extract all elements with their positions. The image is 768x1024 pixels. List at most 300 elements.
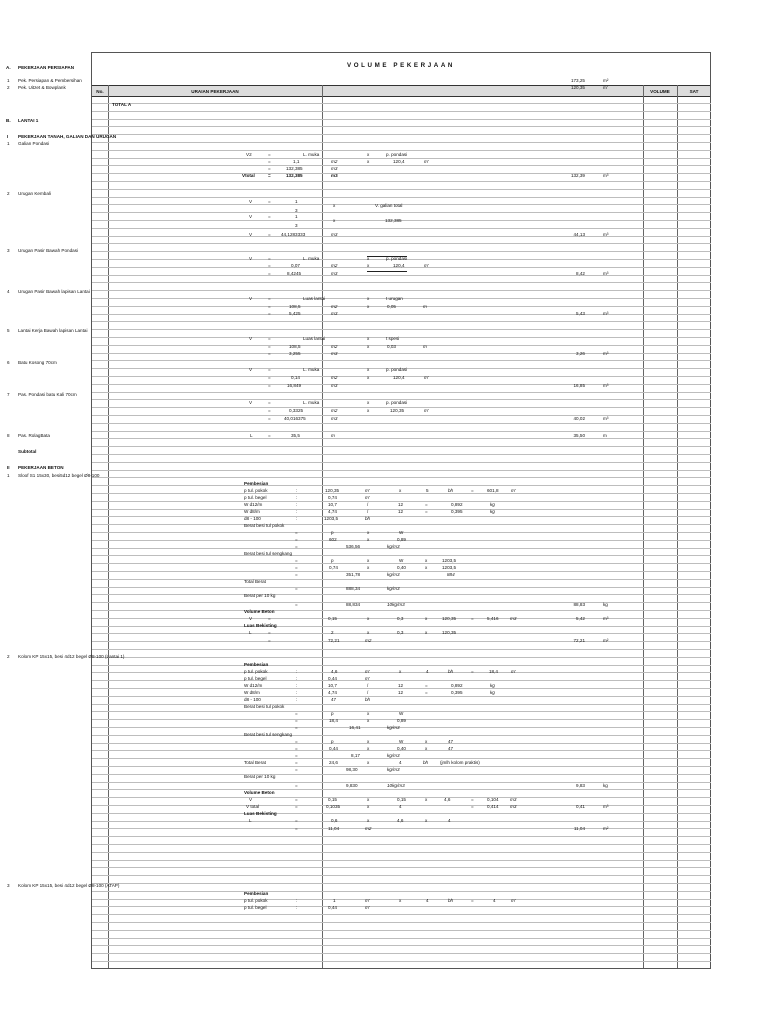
volume-sheet: [6, 52, 711, 969]
row-cell: m3: [331, 173, 338, 178]
row-cell: =: [471, 616, 474, 621]
row-cell-first: =: [295, 565, 298, 570]
row-cell: 120,35: [325, 488, 340, 493]
row-cell: m3: [510, 797, 517, 802]
row-cell: m: [603, 433, 607, 438]
row-cell: :: [296, 683, 298, 688]
row-cell: x: [367, 565, 370, 570]
row-cell-first: W d12/m: [244, 683, 263, 688]
row-cell: x: [367, 375, 370, 380]
row-cell-first: =: [268, 383, 271, 388]
row-cell: 47: [331, 697, 337, 702]
row-cell: x: [367, 797, 370, 802]
row-cell: 8,17: [351, 753, 360, 758]
row-cell-first: A.: [6, 65, 11, 70]
row-cell: Pek. Uitzet & Bowplank: [18, 85, 66, 90]
row-cell: =: [425, 683, 428, 688]
row-cell: =: [295, 804, 298, 809]
row-cell: 0,892: [451, 502, 463, 507]
row-cell: p. pondasi: [386, 400, 408, 405]
row-cell: m2: [331, 159, 338, 164]
row-cell: 120,35: [390, 408, 405, 413]
row-cell-first: =: [295, 558, 298, 563]
row-cell: 18,4: [329, 718, 338, 723]
row-cell: 72,21: [328, 638, 340, 643]
row-cell-first: =: [268, 304, 271, 309]
row-cell: m2: [331, 408, 338, 413]
row-cell: x: [367, 152, 370, 157]
row-cell-first: Berat per 10 kg: [244, 774, 276, 779]
row-cell: Pas. Pondasi batu Kali 70cm: [18, 392, 77, 397]
row-cell-first: =: [295, 753, 298, 758]
row-cell-first: 3: [295, 223, 298, 228]
row-cell: W: [399, 711, 404, 716]
row-cell: /: [367, 683, 369, 688]
row-cell-first: 3: [7, 883, 10, 888]
row-cell: 47: [448, 739, 454, 744]
row-cell: 5,416: [487, 616, 499, 621]
row-cell: 108,5: [289, 344, 301, 349]
row-cell-first: V: [249, 256, 253, 261]
row-cell: =: [295, 818, 298, 823]
row-cell-first: =: [268, 351, 271, 356]
row-cell: x: [367, 537, 370, 542]
row-cell-first: V total: [246, 804, 260, 809]
row-cell: m³: [603, 351, 609, 356]
row-cell: 16,849: [287, 383, 302, 388]
sheet-title: VOLUME PEKERJAAN: [347, 62, 455, 69]
row-cell: x: [367, 718, 370, 723]
row-cell: 0,89: [397, 537, 406, 542]
row-cell: :: [296, 669, 298, 674]
row-cell: m: [423, 344, 427, 349]
row-cell-first: Berat besi tul sengkang: [244, 732, 293, 737]
row-cell: 4: [399, 760, 402, 765]
row-cell: W: [399, 739, 404, 744]
row-cell: =: [268, 400, 271, 405]
row-cell: 88,83: [573, 602, 585, 607]
row-cell: p. pondasi: [386, 367, 408, 372]
row-cell-first: Subtotal: [18, 449, 37, 454]
row-cell: m3: [331, 232, 338, 237]
row-cell: x: [399, 898, 402, 903]
row-cell-first: Pembesian: [244, 662, 269, 667]
row-cell: =: [295, 797, 298, 802]
row-cell-first: =: [268, 166, 271, 171]
row-cell: 11,04: [573, 826, 585, 831]
row-cell: =: [268, 433, 271, 438]
row-cell: m': [603, 85, 608, 90]
row-cell: m: [423, 304, 427, 309]
row-cell-first: V: [249, 616, 253, 621]
row-cell-first: =: [295, 530, 298, 535]
row-cell-first: =: [295, 739, 298, 744]
row-cell: 9,83: [576, 783, 585, 788]
row-cell: Luas lantai: [303, 336, 326, 341]
row-cell: 1: [295, 214, 298, 219]
row-cell-first: 8: [7, 433, 10, 438]
row-cell-first: d8 - 100: [244, 697, 261, 702]
row-cell: m³: [603, 311, 609, 316]
row-cell: kg: [490, 509, 495, 514]
row-cell-first: p tul. begel: [244, 676, 267, 681]
row-cell: 9,830: [346, 783, 358, 788]
row-cell: 4: [448, 818, 451, 823]
row-cell: 888,34: [346, 586, 361, 591]
row-cell: =: [471, 804, 474, 809]
row-cell: 0,395: [451, 509, 463, 514]
row-cell: 3,26: [576, 351, 585, 356]
row-cell-first: p tul. pokok: [244, 669, 268, 674]
row-cell: t urugan: [386, 296, 403, 301]
row-cell-first: 3: [295, 208, 298, 213]
row-cell: /: [367, 509, 369, 514]
row-cell-first: L: [249, 630, 252, 635]
row-cell: m2: [331, 375, 338, 380]
row-cell: 0,15: [397, 797, 406, 802]
row-cell: 1,1: [293, 159, 300, 164]
row-cell: 0,05: [387, 304, 396, 309]
row-cell: x: [399, 488, 402, 493]
row-cell: kg: [603, 783, 608, 788]
row-cell: x: [425, 558, 428, 563]
row-cell-first: =: [295, 537, 298, 542]
row-cell: 8,4245: [287, 271, 302, 276]
row-cell: =: [268, 616, 271, 621]
row-cell: LANTAI 1: [18, 118, 39, 123]
row-cell: m': [424, 375, 429, 380]
row-cell: Kolom KP 15x15, besi 4d12 begel Ø8-100 (ATAP): [18, 883, 120, 888]
row-cell: m2: [331, 344, 338, 349]
row-cell: 884: [447, 572, 455, 577]
row-cell-first: =: [268, 159, 271, 164]
row-cell: 10kg/m3: [387, 602, 405, 607]
row-cell-first: II: [7, 465, 10, 470]
row-cell: Kolom KP 15x15, besi 4d12 begel Ø8-100 (Lantai 1): [18, 654, 125, 659]
row-cell-first: =: [295, 826, 298, 831]
row-cell-first: 1: [7, 473, 10, 478]
row-cell: 0,03: [387, 344, 396, 349]
row-cell: /: [367, 690, 369, 695]
row-cell: =: [295, 760, 298, 765]
row-cell-first: L: [249, 818, 252, 823]
row-cell-first: =: [268, 344, 271, 349]
row-cell: x: [425, 616, 428, 621]
row-cell: 0,1035: [326, 804, 341, 809]
row-cell: 0,892: [451, 683, 463, 688]
row-cell: x: [367, 804, 370, 809]
row-cell: 44,1283333: [281, 232, 306, 237]
row-cell: bh: [448, 669, 454, 674]
row-cell-first: x: [333, 218, 336, 223]
row-cell: Urugan Pasir Bawah Pondasi: [18, 248, 79, 253]
row-cell: 35,50: [573, 433, 585, 438]
row-cell: m': [365, 898, 370, 903]
row-cell: 98,30: [346, 767, 358, 772]
row-cell: =: [268, 152, 271, 157]
row-cell-first: Pembesian: [244, 481, 269, 486]
row-cell: 44,13: [573, 232, 585, 237]
row-cell: 0,6: [331, 818, 338, 823]
row-cell: 5,42: [576, 616, 585, 621]
row-cell: x: [367, 296, 370, 301]
row-cell: 10,7: [328, 502, 337, 507]
row-cell-first: V2: [246, 152, 252, 157]
row-cell-first: =: [268, 311, 271, 316]
row-cell-first: Total Berat: [244, 760, 266, 765]
row-cell: 0,07: [291, 263, 300, 268]
row-cell-first: I: [7, 134, 9, 139]
row-cell: 1203,5: [442, 558, 457, 563]
row-cell-first: V: [249, 400, 253, 405]
row-cell: kg/m3: [387, 767, 400, 772]
row-cell: 40,016375: [284, 416, 306, 421]
row-cell: 0,74: [329, 565, 338, 570]
row-cell: 120,4: [393, 159, 405, 164]
row-cell: p: [331, 530, 334, 535]
row-cell: 8,42: [576, 271, 585, 276]
row-cell-first: 5: [7, 328, 10, 333]
row-cell-first: =: [295, 718, 298, 723]
row-cell: 4,6: [397, 818, 404, 823]
row-cell-first: Total Berat: [244, 579, 266, 584]
row-cell: 0,14: [291, 375, 300, 380]
row-cell: :: [296, 676, 298, 681]
row-cell: x: [367, 304, 370, 309]
row-cell: 4: [426, 669, 429, 674]
row-cell: x: [367, 408, 370, 413]
row-cell: bh: [448, 898, 454, 903]
row-cell: t spesi: [386, 336, 400, 341]
row-cell: m³: [603, 383, 609, 388]
row-cell: 108,5: [289, 304, 301, 309]
row-cell: Pek. Persiapan & Pembersihan: [18, 78, 82, 83]
row-cell: 10kg/m3: [387, 783, 405, 788]
row-cell: x: [367, 818, 370, 823]
row-cell: m': [511, 488, 516, 493]
row-cell: :: [296, 697, 298, 702]
row-cell-first: Volume Beton: [244, 609, 275, 614]
row-cell: =: [425, 509, 428, 514]
row-cell: Urugan Kembali: [18, 191, 51, 196]
row-cell: m': [365, 676, 370, 681]
table-body: [1, 53, 619, 968]
row-cell: 18,4: [489, 669, 498, 674]
row-cell: 4,6: [444, 797, 451, 802]
row-cell: L: [250, 433, 253, 438]
row-cell: =: [471, 898, 474, 903]
row-cell: 132,385: [286, 173, 303, 178]
row-cell: kg/m3: [387, 544, 400, 549]
row-cell: =: [268, 232, 271, 237]
row-cell: =: [268, 256, 271, 261]
row-cell: 132,385: [385, 218, 402, 223]
row-cell: Batu Kosong 70cm: [18, 360, 57, 365]
row-cell: 4,6: [331, 669, 338, 674]
row-cell: m²: [603, 78, 609, 83]
row-cell: m³: [603, 804, 609, 809]
row-cell: 16,41: [349, 725, 361, 730]
row-cell: kg: [603, 602, 608, 607]
row-cell-first: 2: [7, 85, 10, 90]
row-cell: 0,414: [487, 804, 499, 809]
row-cell: m': [365, 669, 370, 674]
row-cell-first: d8 - 100: [244, 516, 261, 521]
row-cell: x: [367, 159, 370, 164]
row-cell: m³: [603, 616, 609, 621]
row-cell: x: [367, 558, 370, 563]
row-cell-first: =: [295, 725, 298, 730]
row-cell: 602: [329, 537, 337, 542]
row-cell: :: [296, 509, 298, 514]
row-cell: x: [367, 336, 370, 341]
row-cell: 601,8: [487, 488, 499, 493]
row-cell: 0,15: [328, 797, 337, 802]
row-cell-first: p tul. begel: [244, 495, 267, 500]
row-cell: 3,255: [289, 351, 301, 356]
row-cell: m³: [603, 416, 609, 421]
row-cell: :: [296, 898, 298, 903]
row-cell: x: [367, 630, 370, 635]
row-cell: 4: [426, 898, 429, 903]
row-cell-first: Berat besi tul pokok: [244, 704, 285, 709]
row-cell-first: =: [295, 544, 298, 549]
row-cell: m³: [603, 271, 609, 276]
row-cell: x: [425, 746, 428, 751]
row-cell: kg: [490, 690, 495, 695]
row-cell: 5: [426, 488, 429, 493]
row-cell: m': [424, 159, 429, 164]
row-cell: x: [367, 367, 370, 372]
row-cell: x: [367, 760, 370, 765]
row-cell-first: W d8/m: [244, 690, 260, 695]
row-cell-first: =: [268, 638, 271, 643]
row-cell: PEKERJAAN BETON: [18, 465, 64, 470]
row-cell: 0,40: [397, 746, 406, 751]
row-cell: p: [331, 711, 334, 716]
row-cell-first: 1: [7, 141, 10, 146]
row-cell: 0,89: [397, 718, 406, 723]
row-cell: bh: [365, 697, 371, 702]
row-cell: =: [268, 173, 271, 178]
row-cell: 0,3: [397, 630, 404, 635]
row-cell: m3: [331, 416, 338, 421]
row-cell-first: =: [268, 416, 271, 421]
row-cell-first: Pembesian: [244, 891, 269, 896]
row-cell: 72,21: [573, 638, 585, 643]
row-cell-first: Berat besi tul sengkang: [244, 551, 293, 556]
row-cell: PEKERJAAN TANAH, GALIAN DAN URUGAN: [18, 134, 117, 139]
row-cell: 120,4: [393, 263, 405, 268]
row-cell: :: [296, 905, 298, 910]
row-cell: kg: [490, 683, 495, 688]
row-cell: 88,834: [346, 602, 361, 607]
row-cell: m2: [365, 638, 372, 643]
row-cell: m': [511, 898, 516, 903]
row-cell: 2: [331, 630, 334, 635]
row-cell: x: [367, 746, 370, 751]
row-cell: :: [296, 690, 298, 695]
row-cell: x: [367, 344, 370, 349]
row-cell-first: Luas Bekisting: [244, 811, 277, 816]
row-cell: 24,6: [329, 760, 338, 765]
row-cell: :: [296, 502, 298, 507]
row-cell: =: [425, 690, 428, 695]
row-cell: m3: [331, 166, 338, 171]
row-cell: Galian Pondasi: [18, 141, 50, 146]
row-cell-first: V: [249, 232, 253, 237]
row-cell-first: =: [268, 263, 271, 268]
row-cell: x: [425, 797, 428, 802]
row-cell: :: [296, 488, 298, 493]
row-cell: 1203,5: [442, 565, 457, 570]
row-cell: x: [425, 630, 428, 635]
row-cell: 1203,5: [324, 516, 339, 521]
row-cell: 4,74: [328, 509, 337, 514]
row-cell: 351,78: [346, 572, 361, 577]
row-cell: 0,44: [329, 746, 338, 751]
row-cell-first: W d12/m: [244, 502, 263, 507]
row-cell-first: =: [295, 572, 298, 577]
row-cell-first: V: [249, 367, 253, 372]
row-cell: m³: [603, 173, 609, 178]
row-cell: 4: [399, 804, 402, 809]
row-cell: =: [268, 367, 271, 372]
row-cell: =: [425, 502, 428, 507]
row-cell: m': [365, 905, 370, 910]
row-cell: x: [367, 711, 370, 716]
row-cell-first: =: [295, 711, 298, 716]
row-cell: p. pondasi: [386, 152, 408, 157]
row-cell: kg/m3: [387, 725, 400, 730]
row-cell: x: [367, 616, 370, 621]
row-cell: /: [367, 502, 369, 507]
row-cell: PEKERJAAN PERSIAPAN: [18, 65, 75, 70]
row-cell: m2: [331, 263, 338, 268]
row-cell: 120,35: [442, 616, 457, 621]
row-cell-first: 2: [7, 191, 10, 196]
row-cell: (jmlh kolom praktis): [440, 760, 480, 765]
row-cell: bh: [423, 760, 429, 765]
row-cell-first: Volume Beton: [244, 790, 275, 795]
row-cell: =: [471, 797, 474, 802]
row-cell: =: [268, 630, 271, 635]
row-cell-first: p tul. pokok: [244, 898, 268, 903]
row-cell-first: =: [268, 375, 271, 380]
row-cell: m3: [510, 804, 517, 809]
row-cell-first: V: [249, 199, 253, 204]
row-cell: m': [511, 669, 516, 674]
row-cell-first: W d8/m: [244, 509, 260, 514]
row-cell: =: [471, 669, 474, 674]
row-cell: 0,41: [576, 804, 585, 809]
header-volume: VOLUME: [650, 89, 670, 94]
row-cell-first: TOTAL A: [112, 102, 132, 107]
row-cell: kg/m3: [387, 753, 400, 758]
row-cell-first: V: [249, 214, 253, 219]
row-cell-first: =: [295, 602, 298, 607]
row-cell: 5,43: [576, 311, 585, 316]
row-cell: 47: [448, 746, 454, 751]
row-cell: 40,02: [573, 416, 585, 421]
row-cell: =: [471, 488, 474, 493]
row-cell: 120,35: [442, 630, 457, 635]
row-cell: 0,44: [328, 676, 337, 681]
row-cell: p: [331, 739, 334, 744]
row-cell: m': [424, 263, 429, 268]
row-cell: 12: [398, 690, 404, 695]
row-cell: 4,74: [328, 690, 337, 695]
